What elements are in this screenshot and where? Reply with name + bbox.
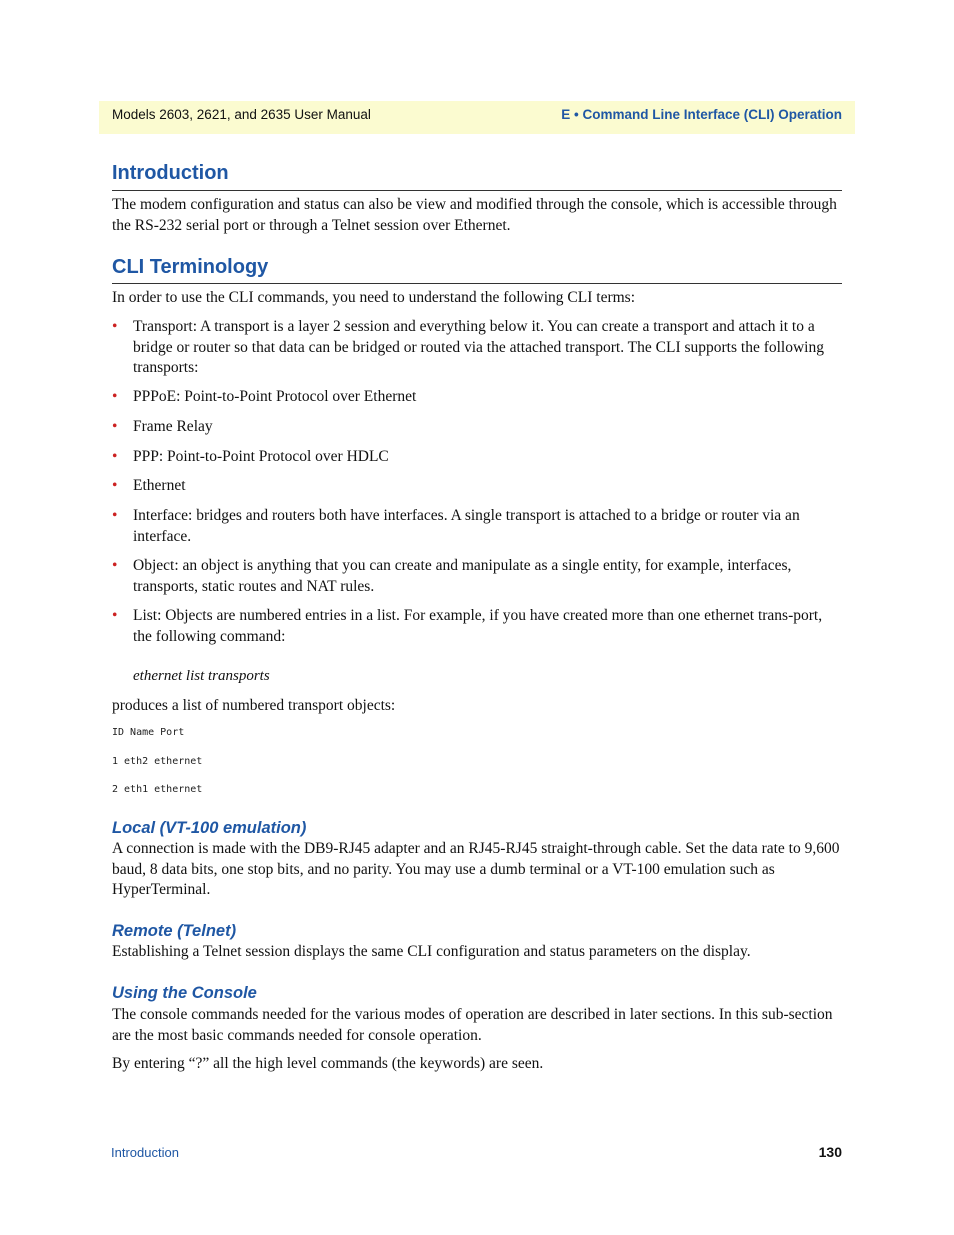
list-item-text: PPPoE: Point-to-Point Protocol over Ethernet <box>133 388 417 405</box>
subsection-title-local: Local (VT-100 emulation) <box>112 819 307 837</box>
header-chapter-title: E • Command Line Interface (CLI) Operation <box>561 107 842 122</box>
bullet-icon: • <box>112 418 118 435</box>
list-item <box>112 317 842 379</box>
listing-line: 2 eth1 ethernet <box>112 784 203 795</box>
remote-paragraph: Establishing a Telnet session displays the same CLI configuration and status parameters on the display. <box>112 943 751 960</box>
intro-paragraph: The modem configuration and status can also be view and modified through the console, which is accessible through the RS-232 serial port or through a Telnet session over Ethernet. <box>112 196 837 234</box>
produces-paragraph: produces a list of numbered transport objects: <box>112 697 396 714</box>
list-item <box>112 387 842 408</box>
list-item <box>112 506 842 547</box>
bullet-icon: • <box>112 507 118 524</box>
section-rule <box>112 190 842 191</box>
list-item-text: PPP: Point-to-Point Protocol over HDLC <box>133 448 389 465</box>
section-rule <box>112 283 842 284</box>
command-example: ethernet list transports <box>133 668 270 684</box>
list-item <box>112 556 842 597</box>
console-paragraph-2: By entering “?” all the high level commands (the keywords) are seen. <box>112 1055 544 1072</box>
list-item <box>112 417 842 438</box>
bullet-icon: • <box>112 448 118 465</box>
local-paragraph: A connection is made with the DB9-RJ45 adapter and an RJ45-RJ45 straight-through cable. Set the data rate to 9,600 baud, 8 data bits, one stop bits, and no parity. You may use a dumb terminal or a VT-100 emulation such as HyperTerminal. <box>112 840 840 898</box>
cli-lead-paragraph: In order to use the CLI commands, you need to understand the following CLI terms: <box>112 289 636 306</box>
bullet-icon: • <box>112 318 118 335</box>
page-number: 130 <box>818 1144 842 1160</box>
list-item-text: Frame Relay <box>133 418 213 435</box>
list-item-text: Transport: A transport is a layer 2 session and everything below it. You can create a transport and attach it to a bridge or router so that data can be bridged or routed via the attached transport. The CLI supports the following transports: <box>133 318 824 376</box>
running-header <box>99 101 855 134</box>
console-paragraph-1: The console commands needed for the various modes of operation are described in later sections. In this sub-section are the most basic commands needed for console operation. <box>112 1006 833 1044</box>
listing-line: ID Name Port <box>112 727 185 738</box>
list-item-text: Object: an object is anything that you can create and manipulate as a single entity, for example, interfaces, transports, static routes and NAT rules. <box>133 557 792 595</box>
bullet-icon: • <box>112 557 118 574</box>
list-item-text: Ethernet <box>133 477 186 494</box>
section-title-cli-terminology: CLI Terminology <box>112 256 269 278</box>
bullet-icon: • <box>112 607 118 624</box>
bullet-icon: • <box>112 388 118 405</box>
list-item-text: Interface: bridges and routers both have interfaces. A single transport is attached to a bridge or router via an interface. <box>133 507 800 545</box>
subsection-title-console: Using the Console <box>112 984 257 1002</box>
list-item-text: List: Objects are numbered entries in a list. For example, if you have created more than one ethernet trans-port, the following command: <box>133 607 823 645</box>
list-item <box>112 476 842 497</box>
section-title-introduction: Introduction <box>112 162 229 184</box>
subsection-title-remote: Remote (Telnet) <box>112 922 237 940</box>
header-manual-title: Models 2603, 2621, and 2635 User Manual <box>112 107 371 122</box>
list-item <box>112 606 842 647</box>
footer-section-name: Introduction <box>111 1145 179 1160</box>
listing-line: 1 eth2 ethernet <box>112 756 203 767</box>
bullet-icon: • <box>112 477 118 494</box>
list-item <box>112 447 842 468</box>
